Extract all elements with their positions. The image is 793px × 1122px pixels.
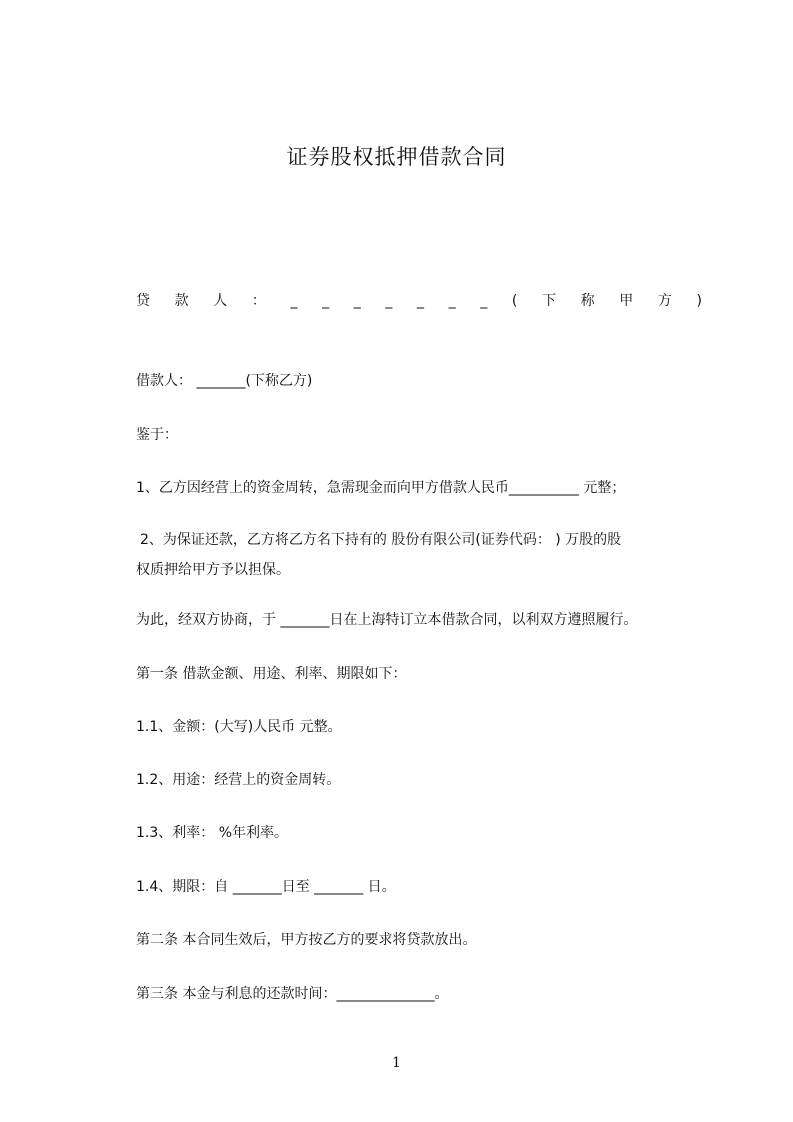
- document-title: 证券股权抵押借款合同: [286, 145, 507, 169]
- item-1-4: 1.4、期限：自 _______日至 _______ 日。: [136, 879, 396, 895]
- lender-blank: _: [290, 293, 298, 309]
- therefore-paragraph: 为此，经双方协商，于 _______日在上海特订立本借款合同，以利双方遵照履行。: [136, 612, 638, 628]
- clause-2: [136, 525, 702, 585]
- lender-char: 贷: [136, 293, 150, 309]
- lender-char: ：: [251, 293, 266, 309]
- article-3: 第三条 本金与利息的还款时间：______________。: [136, 986, 449, 1002]
- lender-line: [136, 290, 702, 312]
- whereas-line: 鉴于：: [136, 427, 178, 443]
- lender-suffix-char: 方: [657, 293, 672, 309]
- item-1-3: 1.3、利率： %年利率。: [136, 825, 289, 841]
- lender-suffix-char: ): [696, 293, 702, 309]
- lender-blank: _: [480, 293, 488, 309]
- clause-2-line-2: 权质押给甲方予以担保。: [136, 562, 290, 578]
- lender-blank: _: [353, 293, 361, 309]
- page-number: 1: [392, 1055, 401, 1071]
- lender-blank: _: [385, 293, 393, 309]
- lender-blank: _: [448, 293, 456, 309]
- lender-suffix-char: 称: [580, 293, 595, 309]
- clause-2-line-1: 2、为保证还款，乙方将乙方名下持有的 股份有限公司(证券代码： ) 万股的股: [140, 532, 622, 548]
- article-2: 第二条 本合同生效后，甲方按乙方的要求将贷款放出。: [136, 932, 477, 948]
- item-1-2: 1.2、用途：经营上的资金周转。: [136, 772, 341, 788]
- article-1: 第一条 借款金额、用途、利率、期限如下：: [136, 666, 407, 682]
- item-1-1: 1.1、金额：(大写)人民币 元整。: [136, 719, 342, 735]
- lender-suffix-char: 甲: [619, 293, 634, 309]
- lender-blank: _: [322, 293, 330, 309]
- lender-suffix-char: (: [511, 293, 518, 309]
- lender-char: 款: [174, 293, 189, 309]
- borrower-line: 借款人： _______(下称乙方): [136, 373, 313, 389]
- lender-blank: _: [417, 293, 424, 309]
- lender-suffix-char: 下: [541, 293, 556, 309]
- clause-1: 1、乙方因经营上的资金周转，急需现金而向甲方借款人民币__________ 元整；: [136, 480, 626, 496]
- lender-char: 人: [213, 293, 228, 309]
